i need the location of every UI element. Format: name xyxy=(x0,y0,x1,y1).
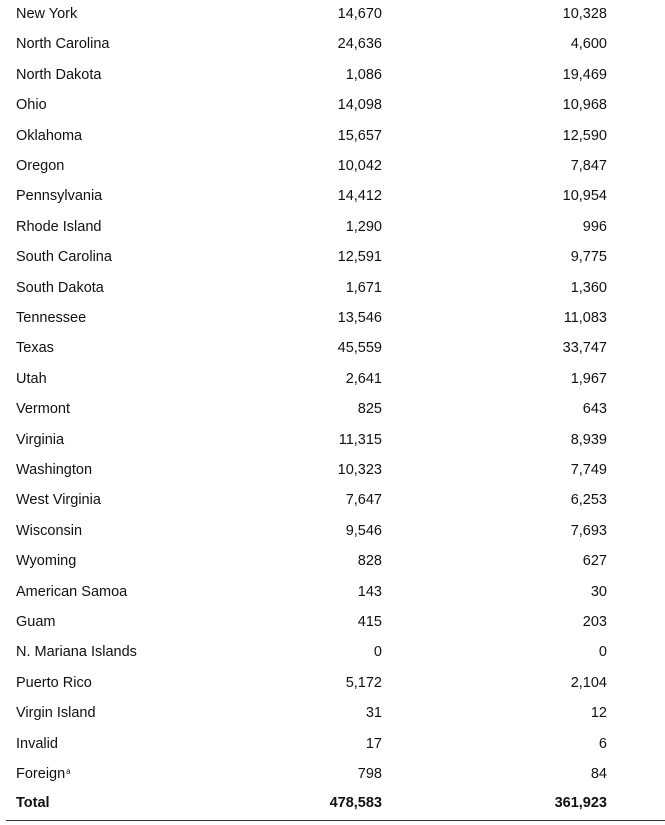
row-value-b: 12 xyxy=(590,705,607,722)
row-value-b: 643 xyxy=(582,401,607,418)
row-value-b: 7,749 xyxy=(570,462,607,478)
table-row xyxy=(0,29,665,59)
row-name xyxy=(16,364,47,394)
row-name-text: South Carolina xyxy=(16,249,112,266)
row-value-b: 203 xyxy=(582,614,607,630)
row-value-a: 31 xyxy=(365,705,382,722)
row-name-text: North Dakota xyxy=(16,66,102,83)
row-name-text: American Samoa xyxy=(16,583,128,600)
row-value-a: 14,412 xyxy=(337,188,382,205)
row-name xyxy=(16,394,70,424)
row-value-a: 415 xyxy=(357,614,382,630)
row-value-a: 10,323 xyxy=(337,462,382,478)
row-value-a: 15,657 xyxy=(337,127,382,144)
row-value-b: 0 xyxy=(598,644,607,661)
row-name xyxy=(16,485,101,515)
row-value-a: 10,042 xyxy=(337,158,382,174)
row-name-text: West Virginia xyxy=(16,492,101,509)
row-name-text: Wisconsin xyxy=(16,522,83,539)
row-value-b: 996 xyxy=(582,218,607,235)
table-row xyxy=(0,333,665,363)
row-value-b: 7,847 xyxy=(570,158,607,174)
table-row xyxy=(0,698,665,728)
row-value-b: 6,253 xyxy=(570,492,607,509)
row-name xyxy=(16,29,110,59)
row-value-b: 10,328 xyxy=(562,6,607,22)
row-value-a: 17 xyxy=(365,735,382,752)
row-value-b: 1,360 xyxy=(570,279,607,296)
row-value-b: 7,693 xyxy=(570,522,607,539)
table-row xyxy=(0,485,665,515)
row-name xyxy=(16,546,76,576)
row-name xyxy=(16,759,71,789)
row-name xyxy=(16,60,101,90)
row-name xyxy=(16,637,137,667)
row-value-a: 11,315 xyxy=(338,431,382,448)
row-name xyxy=(16,90,47,120)
row-value-a: 14,098 xyxy=(337,97,382,114)
row-value-a: 5,172 xyxy=(345,674,382,691)
row-value-b: 33,747 xyxy=(562,340,607,357)
table-row xyxy=(0,394,665,424)
row-name-text: North Carolina xyxy=(16,36,110,53)
total-value-a: 478,583 xyxy=(329,795,382,811)
row-name-text: Vermont xyxy=(16,401,70,418)
row-name xyxy=(16,212,101,242)
row-value-b: 10,968 xyxy=(562,97,607,114)
row-value-a: 1,086 xyxy=(345,66,382,83)
table-row xyxy=(0,0,665,29)
row-name-text: New York xyxy=(16,6,78,22)
row-value-a: 825 xyxy=(357,401,382,418)
total-value-b: 361,923 xyxy=(554,795,607,811)
footnote-marker: a xyxy=(66,767,71,776)
row-name-text: Washington xyxy=(16,462,93,478)
table-row xyxy=(0,121,665,151)
row-name-text: Foreign xyxy=(16,766,66,782)
row-value-a: 2,641 xyxy=(345,370,382,387)
row-value-a: 13,546 xyxy=(337,310,382,326)
row-value-a: 143 xyxy=(357,583,382,600)
table-row xyxy=(0,273,665,303)
row-name xyxy=(16,0,77,29)
row-value-a: 14,670 xyxy=(337,6,382,22)
row-value-b: 84 xyxy=(590,766,607,782)
row-value-a: 798 xyxy=(357,766,382,782)
table-bottom-rule xyxy=(6,820,665,821)
row-value-b: 1,967 xyxy=(570,370,607,387)
row-name xyxy=(16,273,104,303)
row-name xyxy=(16,729,58,759)
row-value-a: 7,647 xyxy=(345,492,382,509)
table-row xyxy=(0,668,665,698)
row-name-text: Pennsylvania xyxy=(16,188,103,205)
table-row xyxy=(0,729,665,759)
row-value-a: 1,290 xyxy=(345,218,382,235)
row-name-text: Virginia xyxy=(16,431,65,448)
row-name xyxy=(16,121,82,151)
table-row xyxy=(0,637,665,667)
row-name-text: Rhode Island xyxy=(16,218,102,235)
table-row xyxy=(0,607,665,637)
row-name xyxy=(16,455,92,485)
row-value-b: 12,590 xyxy=(562,127,607,144)
row-value-a: 9,546 xyxy=(345,522,382,539)
row-value-b: 9,775 xyxy=(570,249,607,266)
table-row xyxy=(0,303,665,333)
row-name-text: Utah xyxy=(16,370,47,387)
table-row xyxy=(0,364,665,394)
table-row xyxy=(0,242,665,272)
total-label: Total xyxy=(16,795,50,811)
row-value-b: 627 xyxy=(582,553,607,570)
row-name xyxy=(16,425,64,455)
table-row xyxy=(0,516,665,546)
row-value-b: 8,939 xyxy=(570,431,607,448)
row-value-a: 24,636 xyxy=(337,36,382,53)
total-row xyxy=(0,788,665,818)
row-value-a: 45,559 xyxy=(337,340,382,357)
row-name-text: Oklahoma xyxy=(16,127,83,144)
table-row xyxy=(0,151,665,181)
row-name xyxy=(16,698,96,728)
table-row xyxy=(0,546,665,576)
row-name-text: Virgin Island xyxy=(16,705,96,722)
row-value-b: 30 xyxy=(590,583,607,600)
row-name-text: Invalid xyxy=(16,735,58,752)
row-value-a: 1,671 xyxy=(345,279,382,296)
table-row xyxy=(0,577,665,607)
table-row xyxy=(0,425,665,455)
row-name xyxy=(16,242,112,272)
row-name-text: Puerto Rico xyxy=(16,674,92,691)
row-value-a: 12,591 xyxy=(337,249,382,266)
row-value-a: 828 xyxy=(357,553,382,570)
row-value-b: 10,954 xyxy=(562,188,607,205)
row-name-text: Guam xyxy=(16,614,56,630)
table-row xyxy=(0,455,665,485)
row-name-text: South Dakota xyxy=(16,279,104,296)
table-row xyxy=(0,212,665,242)
row-value-b: 2,104 xyxy=(570,674,607,691)
row-name xyxy=(16,333,54,363)
row-value-b: 6 xyxy=(598,735,607,752)
row-name-text: Ohio xyxy=(16,97,47,114)
row-name-text: Oregon xyxy=(16,158,65,174)
row-name xyxy=(16,151,64,181)
row-name xyxy=(16,577,127,607)
row-name-text: Wyoming xyxy=(16,553,77,570)
row-value-b: 11,083 xyxy=(563,310,607,326)
table-row xyxy=(0,60,665,90)
row-name xyxy=(16,181,102,211)
row-name xyxy=(16,607,56,637)
row-name-text: N. Mariana Islands xyxy=(16,644,137,661)
row-name xyxy=(16,516,82,546)
row-value-b: 19,469 xyxy=(562,66,607,83)
row-name xyxy=(16,668,92,698)
table-row xyxy=(0,181,665,211)
row-value-b: 4,600 xyxy=(570,36,607,53)
table-row xyxy=(0,90,665,120)
row-name-text: Texas xyxy=(16,340,54,357)
row-name-text: Tennessee xyxy=(16,310,87,326)
table-row xyxy=(0,759,665,789)
row-value-a: 0 xyxy=(373,644,382,661)
row-name xyxy=(16,303,86,333)
